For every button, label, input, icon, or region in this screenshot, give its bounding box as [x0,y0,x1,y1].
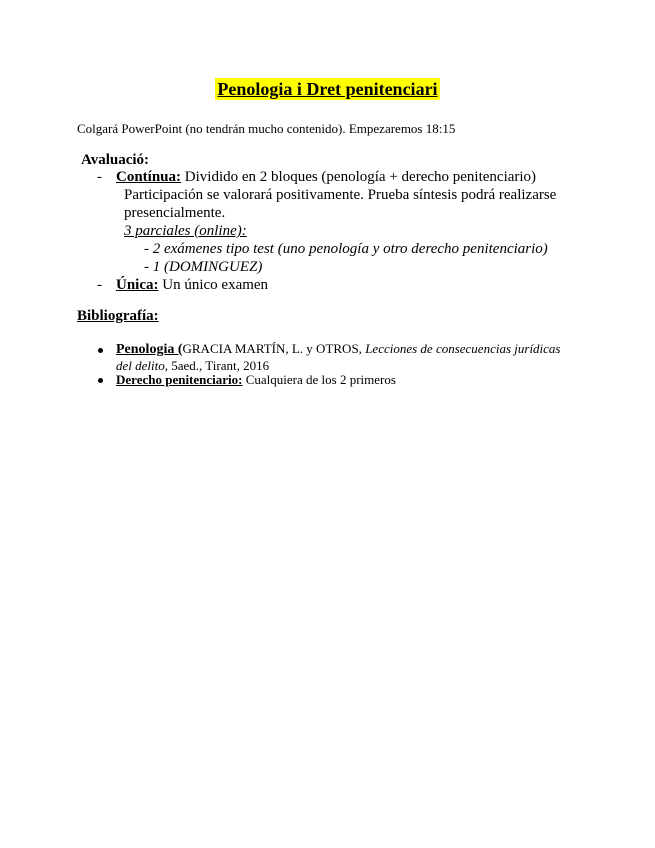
document-title: Penologia i Dret penitenciari [217,79,438,99]
item1-italic-a: Lecciones de consecuencias jurídicas [365,341,561,356]
parciales-sub-2: - 1 (DOMINGUEZ) [144,259,263,275]
item1-italic-b: del delito [116,358,165,373]
bullet-icon [98,378,103,383]
item2-label: Derecho penitenciario: [116,372,243,387]
continua-line-2: Participación se valorará positivamente. Prueba síntesis podrá realizarse [124,187,557,203]
bibliography-heading: Bibliografía: [77,308,159,324]
intro-text: Colgará PowerPoint (no tendrán mucho contenido). Empezaremos 18:15 [77,121,456,136]
unica-line [116,276,268,294]
parciales-label: 3 parciales (online): [124,223,247,239]
unica-label: Única: [116,277,159,293]
continua-line-3: presencialmente. [124,205,226,221]
item1-text-a: GRACIA MARTÍN, L. y OTROS, [182,341,366,356]
list-dash: - [97,169,102,185]
item1-label: Penologia ( [116,342,183,357]
continua-text: Dividido en 2 bloques (penología + derecho penitenciario) [181,169,537,185]
continua-label: Contínua: [116,169,182,185]
item1-text-b: , 5aed., Tirant, 2016 [164,358,270,373]
item2-text: Cualquiera de los 2 primeros [242,372,396,387]
evaluation-heading: Avaluació: [81,152,150,168]
unica-text: Un único examen [158,277,269,293]
bullet-icon [98,348,103,353]
parciales-sub-1: - 2 exámenes tipo test (uno penología y otro derecho penitenciario) [144,241,548,257]
continua-line [116,168,536,186]
bibliography-item-2 [116,371,396,388]
list-dash: - [97,277,102,293]
title-container [0,78,655,100]
